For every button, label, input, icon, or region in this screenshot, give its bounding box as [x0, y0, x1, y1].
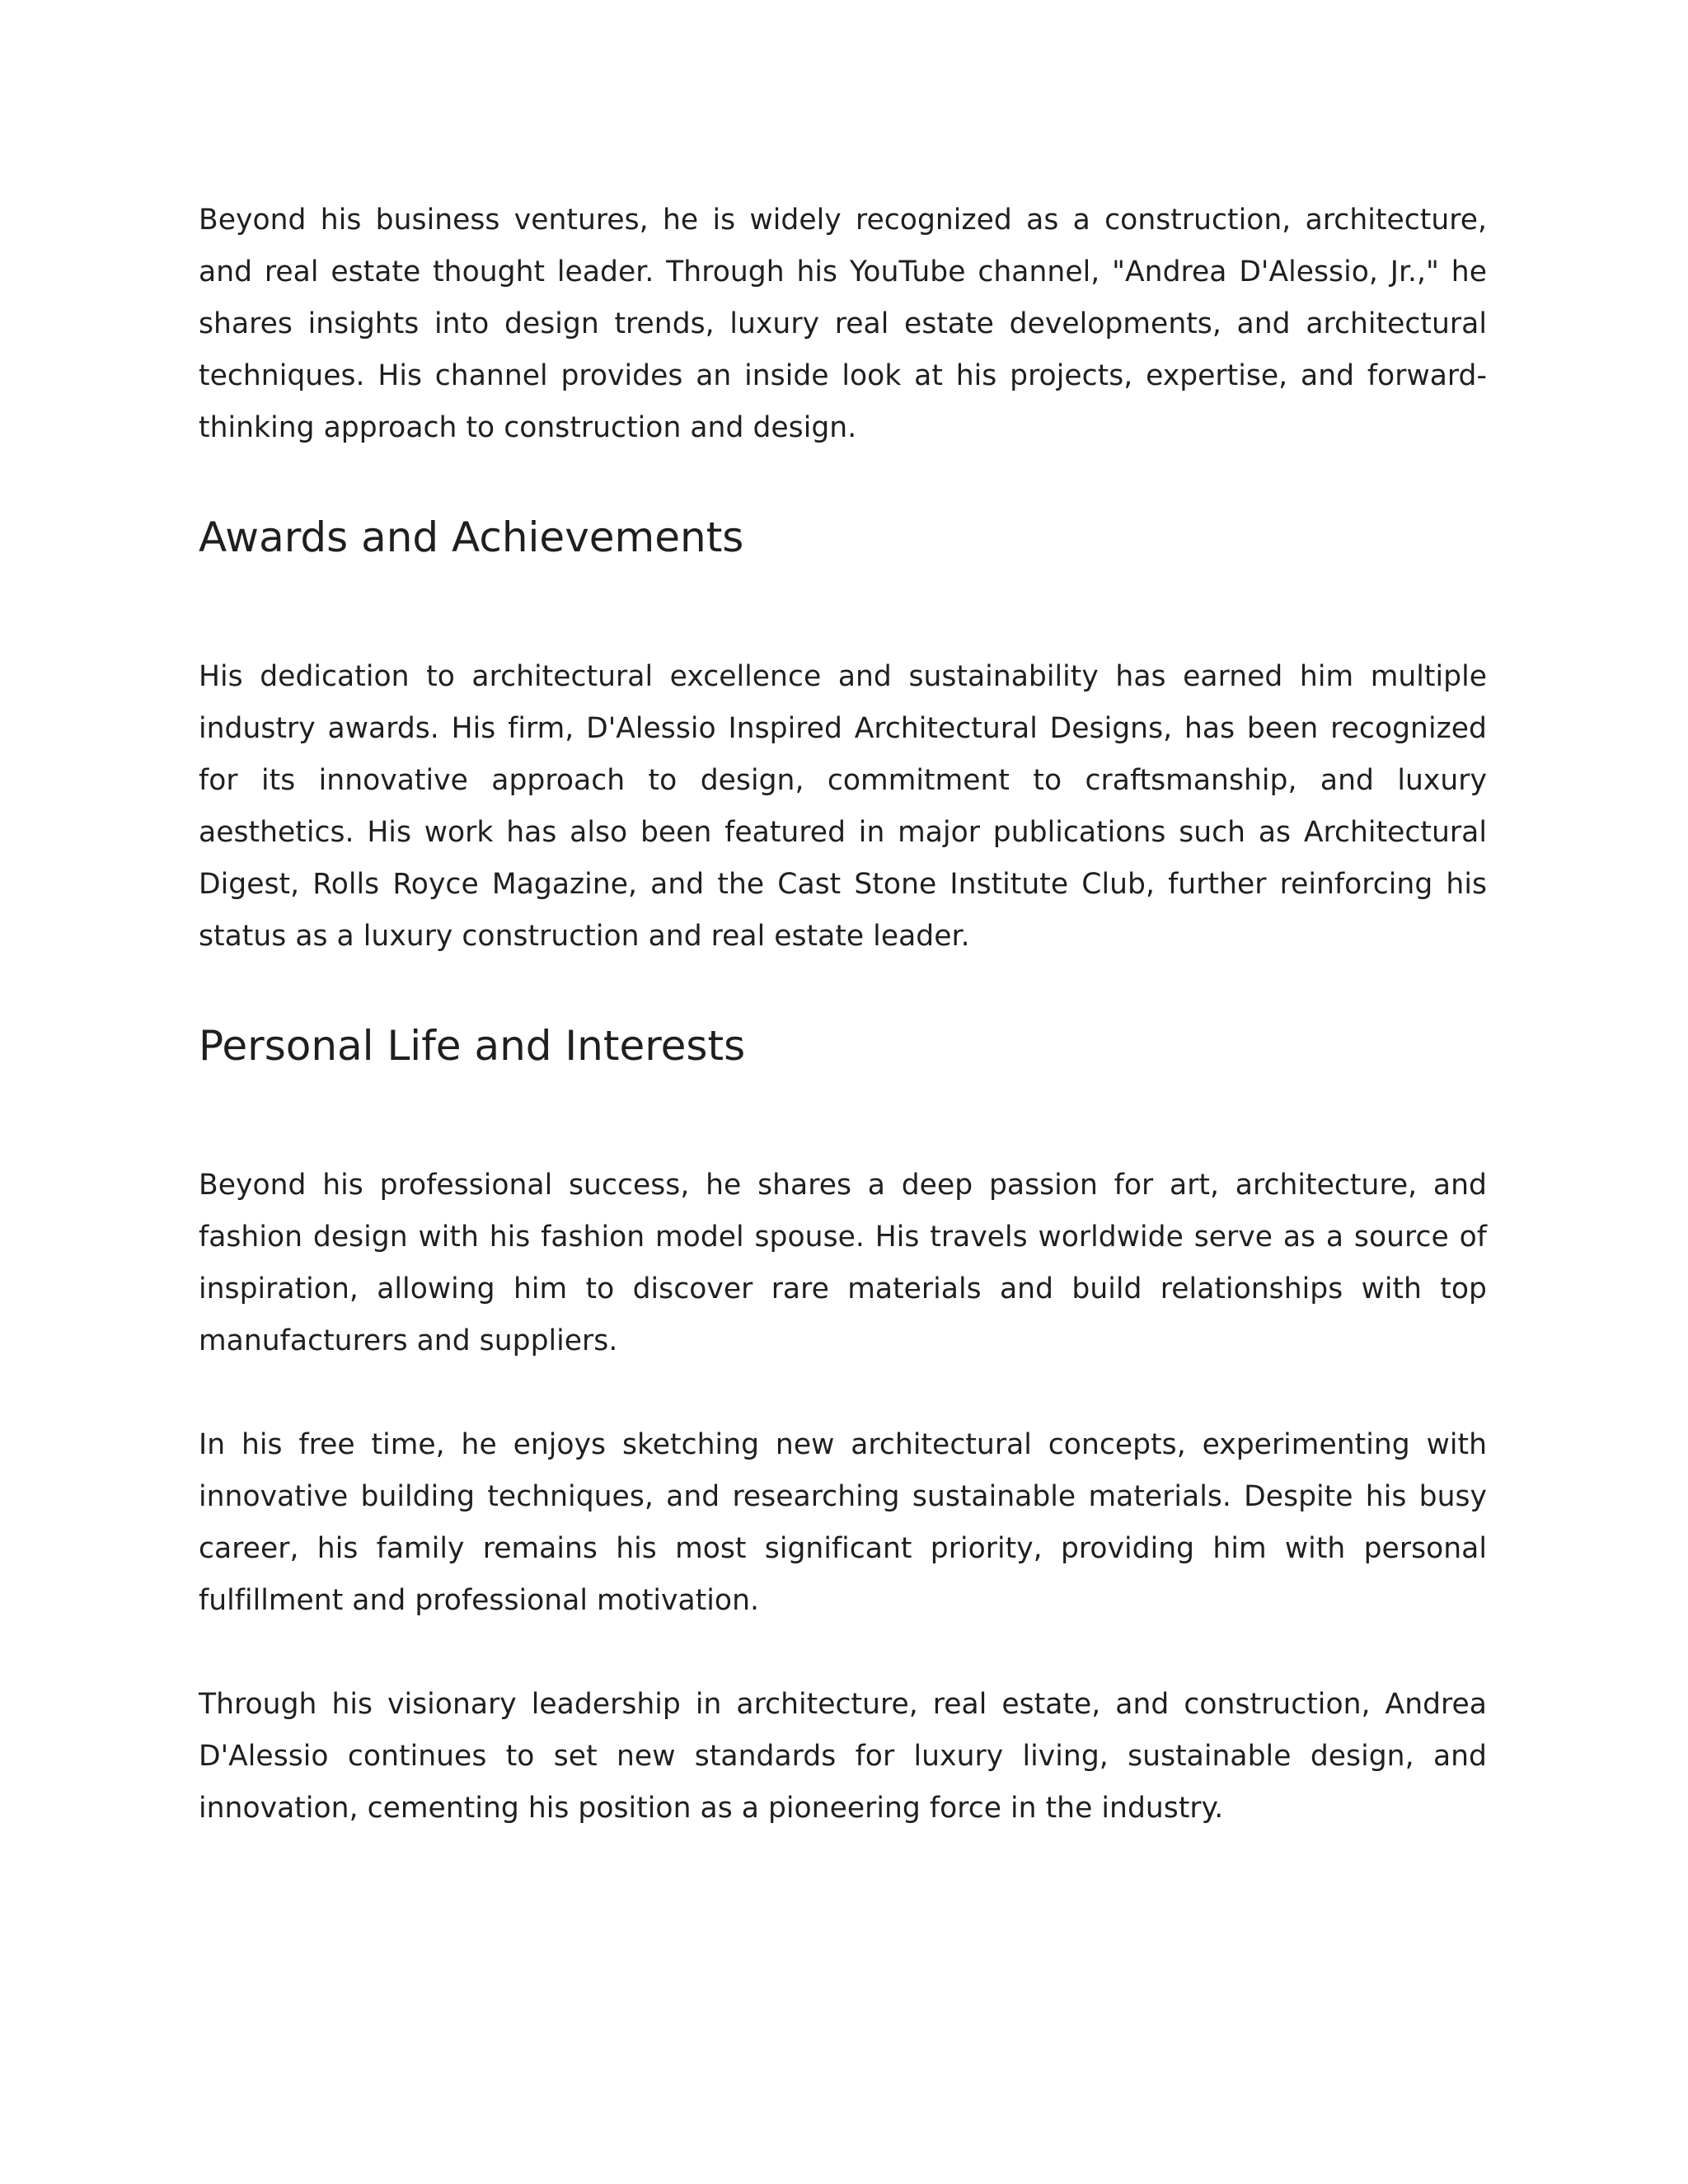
- personal-paragraph: In his free time, he enjoys sketching new architectural concepts, experimenting with innovative building techniques, and researching sustainable materials. Despite his busy career, his family remains his most significant priority, providing him with personal fulfillment and professional motivation.: [199, 1428, 1487, 1617]
- personal-paragraph: Beyond his professional success, he shares a deep passion for art, architecture, and fashion design with his fashion model spouse. His travels worldwide serve as a source of inspiration, allowing him to discover rare materials and build relationships with top manufacturers and suppliers.: [199, 1169, 1487, 1357]
- document-page: [199, 194, 1487, 1835]
- personal-heading: Personal Life and Interests: [199, 1022, 746, 1070]
- intro-paragraph: Beyond his business ventures, he is widely recognized as a construction, architecture, and real estate thought leader. Through his YouTube channel, "Andrea D'Alessio, Jr.," he shares insights into design trends, luxury real estate developments, and architectural techniques. His channel provides an inside look at his projects, expertise, and forward-thinking approach to construction and design.: [199, 204, 1487, 444]
- closing-paragraph: Through his visionary leadership in architecture, real estate, and construction, Andrea D'Alessio continues to set new standards for luxury living, sustainable design, and innovation, cementing his position as a pioneering force in the industry.: [199, 1688, 1487, 1825]
- awards-paragraph: His dedication to architectural excellence and sustainability has earned him multiple industry awards. His firm, D'Alessio Inspired Architectural Designs, has been recognized for its innovative approach to design, commitment to craftsmanship, and luxury aesthetics. His work has also been featured in major publications such as Architectural Digest, Rolls Royce Magazine, and the Cast Stone Institute Club, further reinforcing his status as a luxury construction and real estate leader.: [199, 660, 1487, 953]
- awards-heading: Awards and Achievements: [199, 513, 744, 561]
